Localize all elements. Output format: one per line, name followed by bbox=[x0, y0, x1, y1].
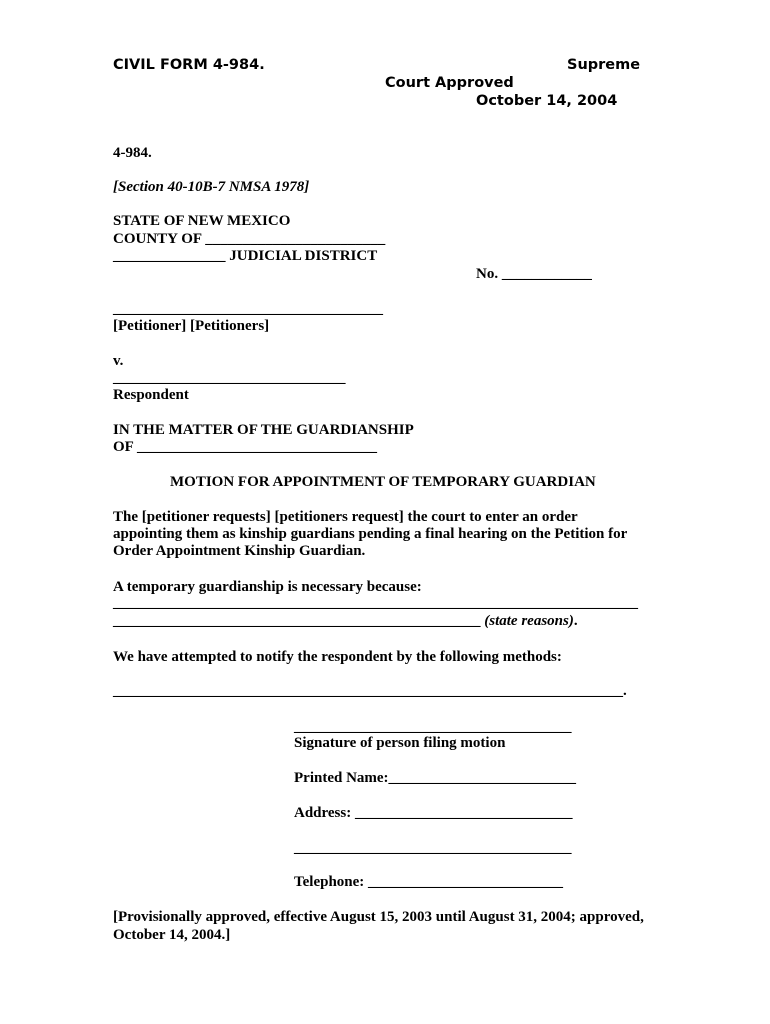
request-line-3: Order Appointment Kinship Guardian. bbox=[113, 543, 366, 559]
petitioner-line: ____________________________________ bbox=[113, 301, 383, 317]
reasons-blank: _________________________________________________ bbox=[113, 613, 485, 629]
telephone: Telephone: __________________________ bbox=[294, 874, 564, 890]
reasons-line-2 bbox=[113, 612, 578, 630]
versus: v. bbox=[113, 353, 124, 369]
caption-state: STATE OF NEW MEXICO bbox=[113, 213, 291, 229]
header-court-approved: Court Approved bbox=[385, 75, 514, 91]
notify-line: ____________________________________________________________________. bbox=[113, 683, 627, 699]
printed-name: Printed Name:_________________________ bbox=[294, 770, 577, 786]
header-date: October 14, 2004 bbox=[476, 93, 618, 109]
motion-title: MOTION FOR APPOINTMENT OF TEMPORARY GUARDIAN bbox=[170, 474, 596, 490]
signature-line: _____________________________________ bbox=[294, 719, 572, 735]
form-id: CIVIL FORM 4-984. bbox=[113, 57, 265, 73]
signature-label: Signature of person filing motion bbox=[294, 735, 506, 751]
request-line-2: appointing them as kinship guardians pending a final hearing on the Petition for bbox=[113, 526, 628, 542]
header-supreme: Supreme bbox=[567, 57, 641, 73]
notify-statement: We have attempted to notify the respondent by the following methods: bbox=[113, 649, 562, 665]
reasons-hint: (state reasons) bbox=[484, 613, 574, 629]
respondent-label: Respondent bbox=[113, 387, 189, 403]
respondent-line: _______________________________ bbox=[113, 370, 346, 386]
request-line-1: The [petitioner requests] [petitioners request] the court to enter an order bbox=[113, 509, 578, 525]
address: Address: _____________________________ bbox=[294, 805, 573, 821]
necessary-statement: A temporary guardianship is necessary because: bbox=[113, 579, 422, 595]
matter-line-2: OF ________________________________ bbox=[113, 439, 378, 455]
footer-line-2: October 14, 2004.] bbox=[113, 927, 231, 943]
petitioner-label: [Petitioner] [Petitioners] bbox=[113, 318, 270, 334]
caption-county: COUNTY OF ________________________ bbox=[113, 231, 386, 247]
case-number: No. ____________ bbox=[476, 266, 592, 282]
matter-line-1: IN THE MATTER OF THE GUARDIANSHIP bbox=[113, 422, 414, 438]
address-line-2: _____________________________________ bbox=[294, 840, 572, 856]
reasons-line-1: ______________________________________________________________________ bbox=[113, 595, 638, 611]
section-reference: [Section 40-10B-7 NMSA 1978] bbox=[113, 179, 310, 195]
caption-district: _______________ JUDICIAL DISTRICT bbox=[113, 248, 378, 264]
rule-number: 4-984. bbox=[113, 145, 152, 161]
reasons-period: . bbox=[573, 613, 578, 629]
footer-line-1: [Provisionally approved, effective August 15, 2003 until August 31, 2004; approved, bbox=[113, 909, 644, 925]
